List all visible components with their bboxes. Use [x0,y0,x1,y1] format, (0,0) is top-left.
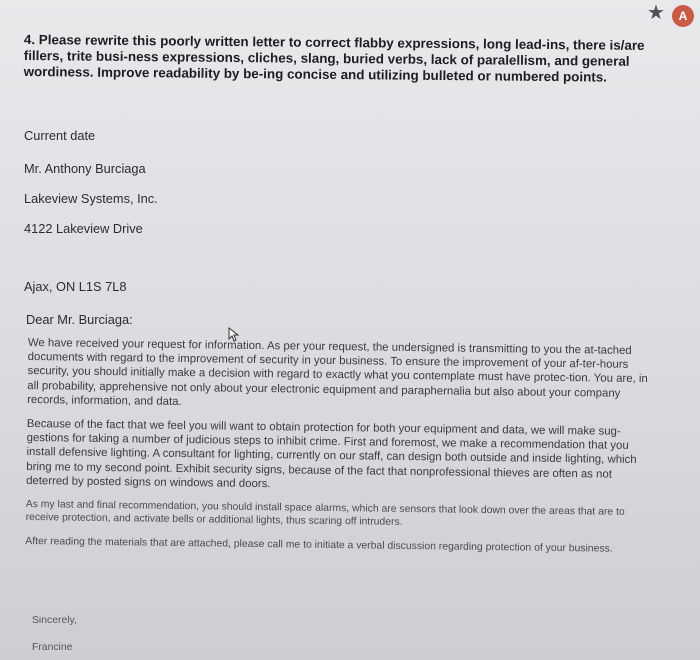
star-icon[interactable]: ★ [647,2,665,24]
recipient-city-postal: Ajax, ON L1S 7L8 [24,279,127,294]
letter-paragraph: After reading the materials that are attached, please call me to initiate a verbal discussion regarding protection of your business. [25,536,613,556]
letter-closing: Sincerely, [32,615,77,626]
letter-body [25,336,656,568]
recipient-company: Lakeview Systems, Inc. [24,191,158,206]
letter-signature: Francine [32,642,73,653]
letter-paragraph: We have received your request for information. As per your request, the undersigned is transmitting to you the at-tached documents with regard to the improvement of security in your business. To ensure the improvement of your af-ter-hours security, you should initially make a decision with regard to exactly what you contemplate must have protec-tion. You are, in all probability, apprehensive not only about your electronic equipment and paraphernalia but also about your company records, information, and data. [27,336,648,408]
letter-paragraph: As my last and final recommendation, you should install space alarms, which are sensors that look down over the areas that are to receive protection, and activate bells or additional lights, thus scaring off intruders. [25,499,625,529]
recipient-name: Mr. Anthony Burciaga [24,161,146,176]
top-toolbar [0,0,700,30]
letter-salutation: Dear Mr. Burciaga: [26,312,133,327]
letter-paragraph: Because of the fact that we feel you will want to obtain protection for both your equipment and data, we will make sug-gestions for taking a number of judicious steps to inhibit crime. First and foremost, we make a recommendation that you install defensive lighting. A consultant for lighting, currently on our staff, can design both outside and inside lighting, which bring me to my second point. Exhibit security signs, because of the fact that nonprofessional thieves are often as not deterred by posted signs on windows and doors. [26,418,637,491]
letter-date: Current date [24,128,96,143]
question-prompt: 4. Please rewrite this poorly written letter to correct flabby expressions, long lead-ins, there is/are fillers, trite busi-ness expressions, cliches, slang, buried verbs, lack of paralellism, and general wordiness. Improve readability by be-ing concise and utilizing bulleted or numbered points. [23,32,645,85]
recipient-street: 4122 Lakeview Drive [24,221,143,236]
avatar[interactable]: A [672,5,694,27]
